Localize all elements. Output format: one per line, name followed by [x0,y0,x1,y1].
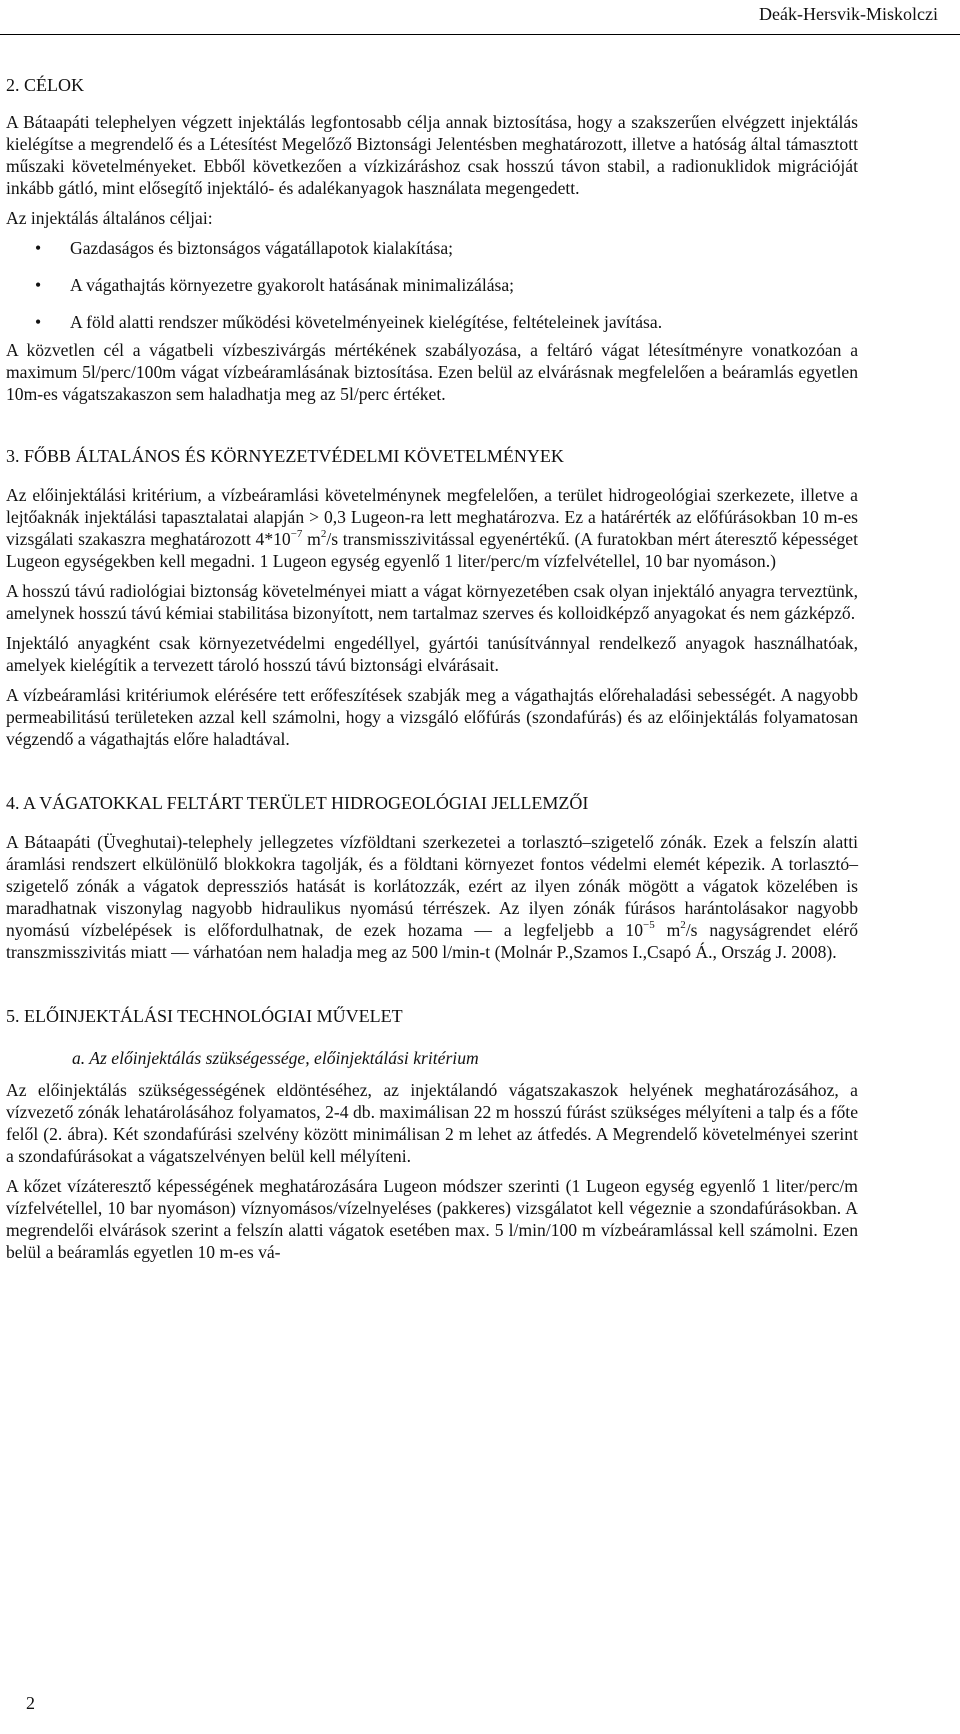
superscript: 2 [320,528,327,540]
paragraph-text: Az előinjektálási kritérium, a vízbeáramlási követelménynek megfelelően, a terület hidrogeológiai szerkezete, illetve a lejtőaknák injektálási tapasztalatai alapján > 0,3 Lugeon-ra lett meghatározva. Ez a határérték az előfúrásokban 10 m-es vizsgálati szakaszra meghatározott 4*10 [6,485,858,549]
page-content [6,74,858,1263]
goals-list [6,237,858,333]
paragraph: A kőzet vízáteresztő képességének meghatározására Lugeon módszer szerinti (1 Lugeon egység egyenlő 1 liter/perc/m vízfelvétellel, 10 bar nyomáson) víznyomásos/vízelnyeléses (pakkeres) vizsgálatot kell végeznie a szondafúrásokban. A megrendelői elvárások szerint a felszín alatti vágatok esetében max. 5 l/min/100 m vízbeáramlással kell számolni. Ezen belül a beáramlás egyetlen 10 m-es vá- [6,1176,858,1262]
section-title-celok: 2. CÉLOK [6,75,84,95]
paragraph [6,831,858,963]
list-item-text: Gazdaságos és biztonságos vágatállapotok kialakítása; [70,238,454,258]
superscript: 2 [680,919,686,931]
list-item-text: A vágathajtás környezetre gyakorolt hatásának minimalizálása; [70,275,515,295]
paragraph-text: /s nagyságrendet elérő transzmisszivitás miatt — várhatóan nem haladja meg az 500 l/min-t (Molnár P.,Szamos I.,Csapó Á., Ország J. 2008). [6,920,859,962]
paragraph [6,484,858,572]
list-item [6,274,858,296]
paragraph-text: A Bátaapáti (Üveghutai)-telephely jellegzetes vízföldtani szerkezetei a torlasztó–szigetelő zónák. Ezek a felszín alatti áramlási rendszert elkülönülő blokkokra tagolják, és a földtani környezet fontos védelmi elemét képezik. A torlasztó–szigetelő zónák a vágatok depressziós hatását is korlátozzák, ezért az ilyen zónák mögött a vágatok közelében is maradhatnak viszonylag nagyobb hidraulikus nyomású térrészek. Az ilyen zónák fúrásos harántolásakor nagyobb nyomású vízbelépések is előfordulhatnak, de ezek hozama — a legfeljebb a 10 [6,832,858,940]
page-number: 2 [26,1693,35,1713]
paragraph-text: m [302,529,321,549]
bullet-icon: • [35,238,42,258]
bullet-icon: • [35,312,42,332]
paragraph: A hosszú távú radiológiai biztonság követelményei miatt a vágat környezetében csak olyan injektáló anyagra terveztünk, amelynek hosszú távú kémiai stabilitása bizonyított, nem tartalmaz szerves és kolloidképző anyagokat és nem gázképző. [6,581,858,623]
paragraph: A Bátaapáti telephelyen végzett injektálás legfontosabb célja annak biztosítása, hogy a szakszerűen elvégzett injektálás kielégítse a megrendelő és a Létesítést Megelőző Biztonsági Jelentésben meghatározott, illetve a hatóság által támasztott műszaki követelményeket. Ebből következően a vízkizáráshoz csak hosszú távon stabil, a radionuklidok migrációját inkább gátló, mint elősegítő injektáló- és adalékanyagok használata megengedett. [6,112,858,198]
running-header: Deák-Hersvik-Miskolczi [759,4,938,24]
paragraph-text: /s transmisszivitással egyenértékű. (A furatokban mért áteresztő képességet Lugeon egységekben kell megadni. 1 Lugeon egység egyenlő 1 liter/perc/m vízfelvétellel, 10 bar nyomáson.) [6,529,858,571]
list-item [6,237,858,259]
section-title-kovetelmenyek: 3. FŐBB ÁLTALÁNOS ÉS KÖRNYEZETVÉDELMI KÖVETELMÉNYEK [6,446,564,466]
bullet-icon: • [35,275,42,295]
paragraph: A közvetlen cél a vágatbeli vízbeszivárgás mértékének szabályozása, a feltáró vágat létesítményre vonatkozóan a maximum 5l/perc/100m vágat vízbeáramlásának biztosítása. Ezen belül az elvárásnak megfelelően a beáramlás egyetlen 10m-es vágatszakaszon sem haladhatja meg az 5l/perc értéket. [6,340,858,404]
section-title-hidrogeologia: 4. A VÁGATOKKAL FELTÁRT TERÜLET HIDROGEOLÓGIAI JELLEMZŐI [6,793,589,813]
header-rule [0,34,960,35]
paragraph-text: m [654,920,681,940]
subsection-title: a. Az előinjektálás szükségessége, előinjektálási kritérium [72,1048,479,1068]
paragraph: Injektáló anyagként csak környezetvédelmi engedéllyel, gyártói tanúsítvánnyal rendelkező anyagok használhatóak, amelyek kielégítik a tervezett tároló hosszú távú biztonsági elvárásait. [6,633,858,675]
superscript: −7 [290,528,303,540]
section-title-technologia: 5. ELŐINJEKTÁLÁSI TECHNOLÓGIAI MŰVELET [6,1006,403,1026]
paragraph: A vízbeáramlási kritériumok elérésére tett erőfeszítések szabják meg a vágathajtás előrehaladási sebességét. A nagyobb permeabilitású területeken azzal kell számolni, hogy a vizsgáló előfúrás (szondafúrás) és az előinjektálás folyamatosan végzendő a vágathajtás előre haladtával. [6,685,858,749]
list-item-text: A föld alatti rendszer működési követelményeinek kielégítése, feltételeinek javítása. [70,312,663,332]
paragraph: Az előinjektálás szükségességének eldöntéséhez, az injektálandó vágatszakaszok helyének meghatározásához, a vízvezető zónák lehatárolásához folyamatos, 2-4 db. maximálisan 22 m hosszú fúrást szükséges mélyíteni a talp és a főte felől (2. ábra). Két szondafúrási szelvény között minimálisan 2 m lehet az átfedés. A Megrendelő követelményei szerint a szondafúrásokat a vágatszelvényen belül kell mélyíteni. [6,1080,858,1166]
superscript: −5 [643,919,655,931]
paragraph: Az injektálás általános céljai: [6,208,213,228]
list-item [6,311,858,333]
